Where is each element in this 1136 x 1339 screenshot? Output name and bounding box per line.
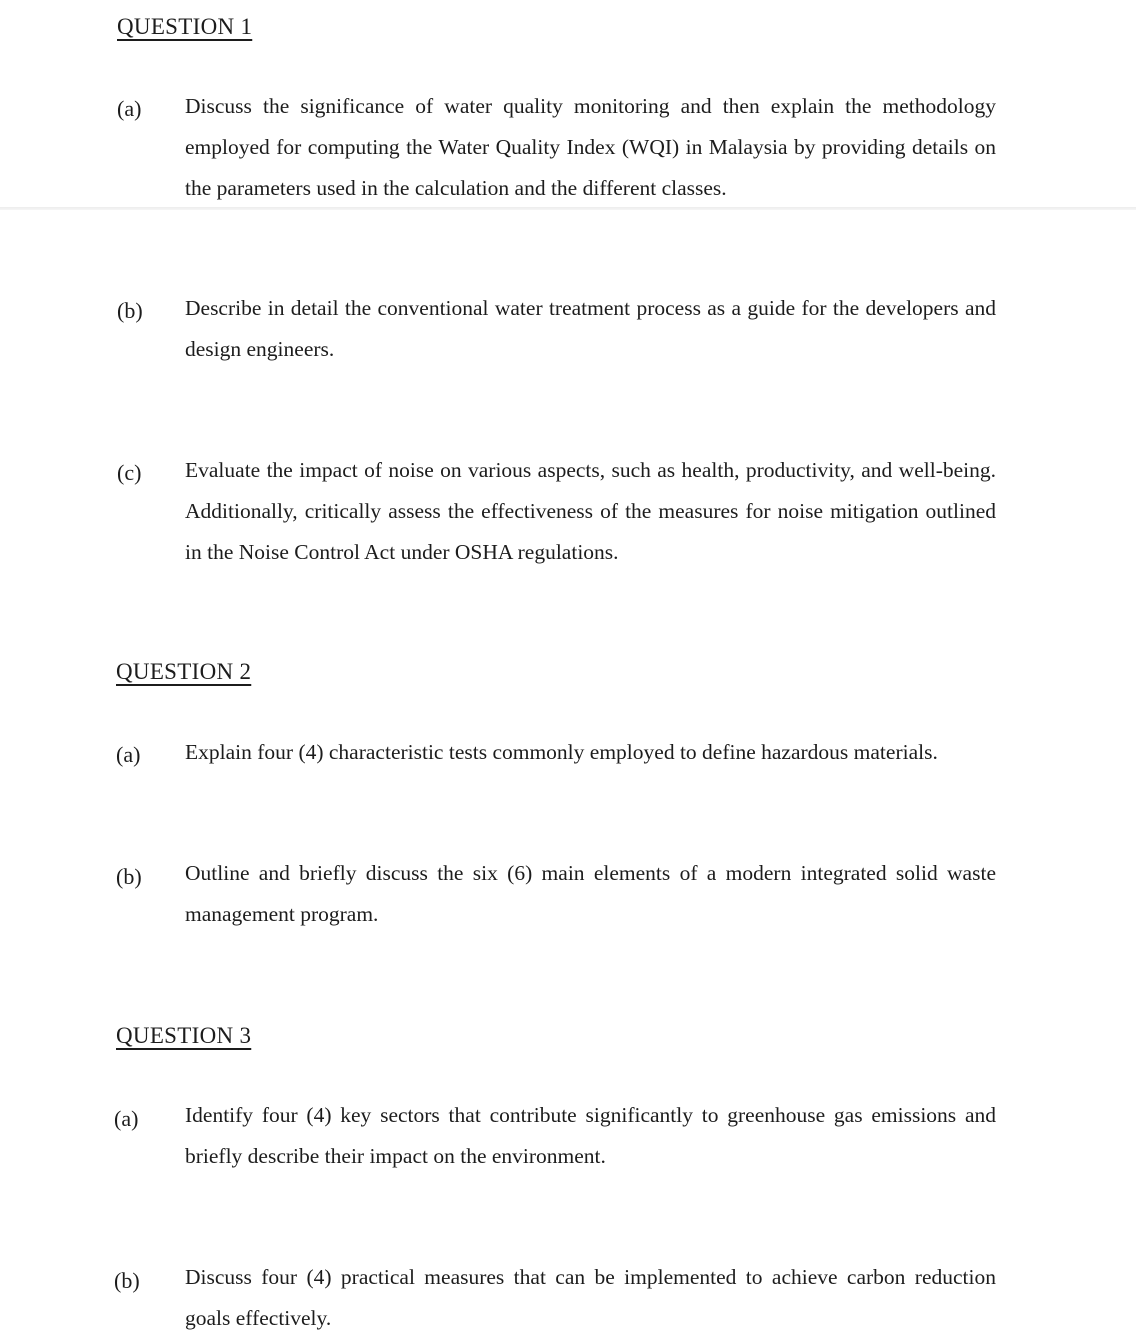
question-3-heading: QUESTION 3 bbox=[116, 1023, 252, 1048]
question-2-heading: QUESTION 2 bbox=[116, 659, 252, 684]
question-3b-text: Discuss four (4) practical measures that can be implemented to achieve carbon reduction goals effectively. bbox=[185, 1265, 996, 1330]
question-2b-text: Outline and briefly discuss the six (6) main elements of a modern integrated solid waste management program. bbox=[185, 861, 996, 926]
question-2a-label: (a) bbox=[116, 742, 141, 767]
question-1-heading: QUESTION 1 bbox=[117, 14, 253, 39]
question-1b-text: Describe in detail the conventional water treatment process as a guide for the developers and design engineers. bbox=[185, 296, 996, 361]
question-1a-text: Discuss the significance of water quality monitoring and then explain the methodology employed for computing the Water Quality Index (WQI) in Malaysia by providing details on the parameters used in the calculation and the different classes. bbox=[185, 94, 996, 200]
question-3b-label: (b) bbox=[114, 1268, 140, 1293]
question-3a-label: (a) bbox=[114, 1106, 139, 1131]
question-2a-text: Explain four (4) characteristic tests commonly employed to define hazardous materials. bbox=[185, 740, 938, 764]
question-3a-text: Identify four (4) key sectors that contribute significantly to greenhouse gas emissions and briefly describe their impact on the environment. bbox=[185, 1103, 996, 1168]
question-2b-label: (b) bbox=[116, 864, 142, 889]
question-1a-label: (a) bbox=[117, 96, 142, 121]
question-1c-label: (c) bbox=[117, 460, 142, 485]
question-1c-text: Evaluate the impact of noise on various aspects, such as health, productivity, and well-being. Additionally, critically assess the effectiveness of the measures for noise mitigation outlined in the Noise Control Act under OSHA regulations. bbox=[185, 458, 996, 564]
question-1b-label: (b) bbox=[117, 298, 143, 323]
